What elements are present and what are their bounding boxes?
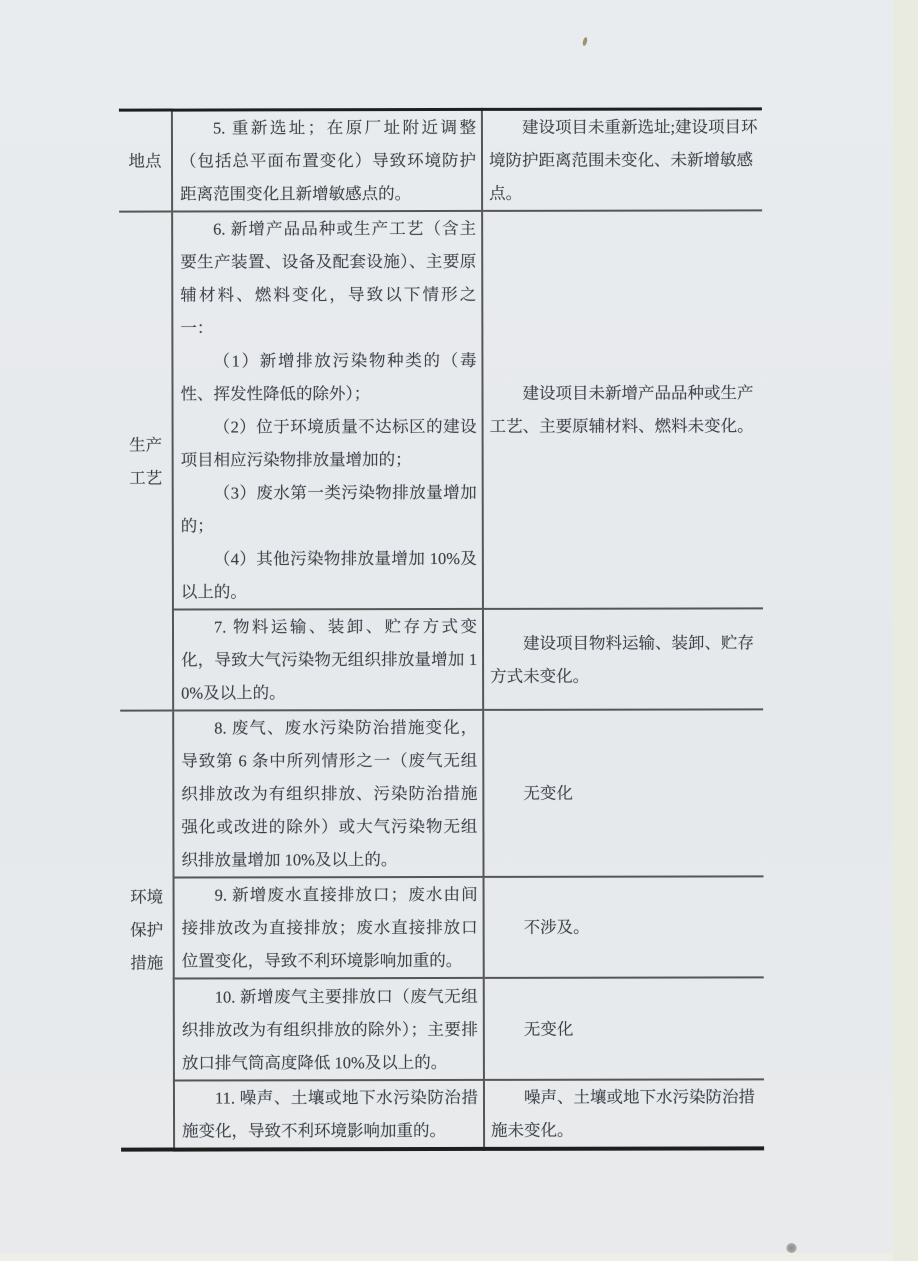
scanner-edge-bottom <box>0 1253 893 1261</box>
criteria-text: 10. 新增废气主要排放口（废气无组织排放改为有组织排放的除外）；主要排放口排气筒高度降低 10%及以上的。 <box>181 986 478 1073</box>
criteria-cell-10 <box>174 978 484 1081</box>
table-row <box>121 876 764 978</box>
table-row <box>119 210 763 609</box>
status-text: 建设项目未新增产品品种或生产工艺、主要原辅材料、燃料未变化。 <box>489 383 754 436</box>
criteria-text: 7. 物料运输、装卸、贮存方式变化，导致大气污染物无组织排放量增加 10%及以上的。 <box>181 616 478 703</box>
criteria-text: 11. 噪声、土壤或地下水污染防治措施变化，导致不利环境影响加重的。 <box>182 1087 478 1141</box>
criteria-text: 9. 新增废水直接排放口；废水由间接排放改为直接排放；废水直接排放口位置变化，导致不利环境影响加重的。 <box>181 884 478 971</box>
criteria-subitem-1: （1）新增排放污染物种类的（毒性、挥发性降低的除外）； <box>180 350 477 404</box>
status-text: 噪声、土壤或地下水污染防治措施未变化。 <box>491 1087 755 1140</box>
status-cell-6 <box>482 210 763 609</box>
status-cell-10 <box>484 977 764 1080</box>
table-row <box>120 709 763 877</box>
scan-speck <box>786 1243 797 1253</box>
row-label-location: 地点 <box>119 110 172 212</box>
status-cell-9 <box>484 876 764 978</box>
criteria-text: 6. 新增产品品种或生产工艺（含主要生产装置、设备及配套设施）、主要原辅材料、燃料变化，导致以下情形之一： <box>180 218 477 338</box>
table-row <box>121 977 764 1080</box>
table-row <box>119 109 762 212</box>
criteria-cell-11 <box>174 1080 484 1150</box>
criteria-subitem-2: （2）位于环境质量不达标区的建设项目相应污染物排放量增加的； <box>180 416 477 470</box>
criteria-cell-5 <box>172 109 482 211</box>
criteria-cell-9 <box>174 877 484 979</box>
criteria-subitem-3: （3）废水第一类污染物排放量增加的； <box>180 482 477 536</box>
status-text: 无变化 <box>523 783 573 803</box>
criteria-cell-6 <box>172 211 483 610</box>
status-text: 建设项目未重新选址;建设项目环境防护距离范围未变化、未新增敏感点。 <box>488 117 758 203</box>
status-text: 不涉及。 <box>523 917 590 937</box>
row-label-production-process: 生产工艺 <box>119 212 173 711</box>
status-cell-8 <box>483 709 763 877</box>
change-criteria-table <box>119 107 764 1151</box>
table-row <box>120 608 763 710</box>
status-text: 建设项目物料运输、装卸、贮存方式未变化。 <box>490 632 755 686</box>
criteria-text: 8. 废气、废水污染防治措施变化，导致第 6 条中所列情形之一（废气无组织排放改为有组织排放、污染防治措施强化或改进的除外）或大气污染物无组织排放量增加 10%及以上的。 <box>181 717 478 870</box>
status-cell-11 <box>484 1079 764 1149</box>
criteria-text: 5. 重新选址；在原厂址附近调整（包括总平面布置变化）导致环境防护距离范围变化且新增敏感点的。 <box>179 117 477 204</box>
status-text: 无变化 <box>523 1019 574 1039</box>
row-label-environmental-protection-measures: 环境保护措施 <box>120 711 174 1150</box>
status-cell-7 <box>483 608 763 710</box>
criteria-cell-7 <box>173 609 483 711</box>
criteria-cell-8 <box>173 710 483 878</box>
criteria-subitem-4: （4）其他污染物排放量增加 10%及以上的。 <box>180 548 477 602</box>
status-cell-5 <box>482 109 762 211</box>
scanner-edge-right <box>893 0 918 1261</box>
table-row <box>121 1079 764 1149</box>
